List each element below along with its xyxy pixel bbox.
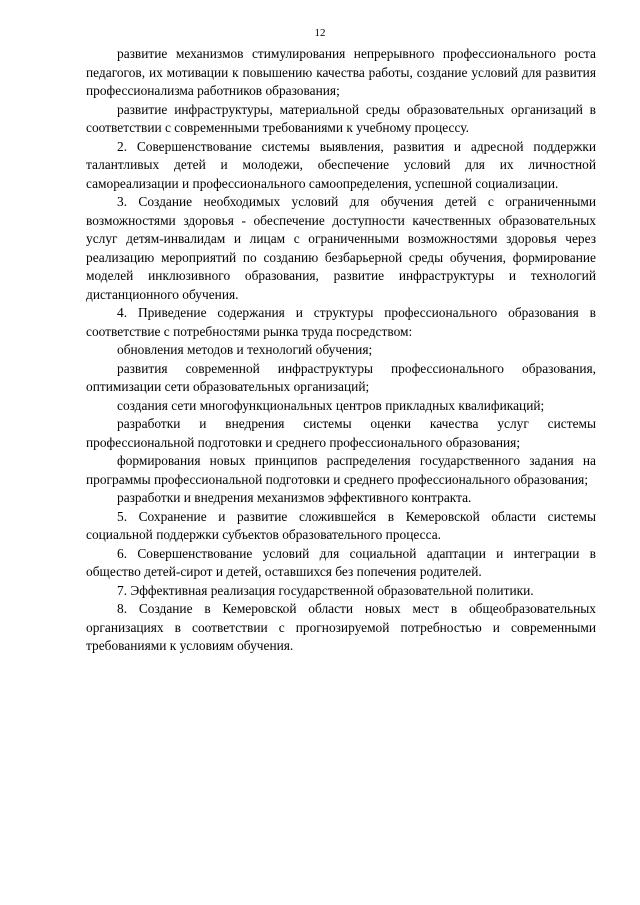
paragraph: 7. Эффективная реализация государственной образовательной политики.	[117, 582, 534, 598]
paragraph: развитие механизмов стимулирования непрерывного профессионального роста педагогов, их мотивации к повышению качества работы, создание условий для развития профессионализма работников образования;	[86, 46, 596, 98]
list-item: развития современной инфраструктуры профессионального образования, оптимизации сети образовательных организаций;	[86, 360, 596, 394]
page-number: 12	[314, 27, 326, 39]
paragraph: 6. Совершенствование условий для социальной адаптации и интеграции в общество детей-сирот и детей, оставшихся без попечения родителей.	[86, 545, 596, 579]
paragraph: 5. Сохранение и развитие сложившейся в Кемеровской области системы социальной поддержки субъектов образовательного процесса.	[86, 508, 596, 542]
document-body	[86, 45, 596, 656]
list-item: обновления методов и технологий обучения;	[117, 342, 373, 357]
list-item: разработки и внедрения системы оценки качества услуг системы профессиональной подготовки и среднего профессионального образования;	[86, 416, 596, 450]
paragraph: 2. Совершенствование системы выявления, развития и адресной поддержки талантливых детей и молодежи, обеспечение условий для их личностной самореализации и профессионального самоопределения, успешной социализации.	[86, 138, 596, 191]
paragraph: 8. Создание в Кемеровской области новых мест в общеобразовательных организациях в соответствии с прогнозируемой потребностью и современными требованиями к условиям обучения.	[86, 601, 596, 653]
list-item: формирования новых принципов распределения государственного задания на программы профессиональной подготовки и среднего профессионального образования;	[86, 453, 596, 487]
paragraph: 3. Создание необходимых условий для обучения детей с ограниченными возможностями здоровья - обеспечение доступности качественных образовательных услуг детям-инвалидам и лицам с ограниченными возможностями здоровья через реализацию мероприятий по созданию безбарьерной среды обучения, формирование моделей инклюзивного образования, развитие инфраструктуры и технологий дистанционного обучения.	[86, 194, 596, 302]
list-item: разработки и внедрения механизмов эффективного контракта.	[117, 490, 472, 505]
list-item: создания сети многофункциональных центров прикладных квалификаций;	[117, 397, 545, 413]
paragraph: развитие инфраструктуры, материальной среды образовательных организаций в соответствии с современными требованиями к учебному процессу.	[86, 101, 596, 135]
paragraph: 4. Приведение содержания и структуры профессионального образования в соответствие с потребностями рынка труда посредством:	[86, 305, 596, 339]
